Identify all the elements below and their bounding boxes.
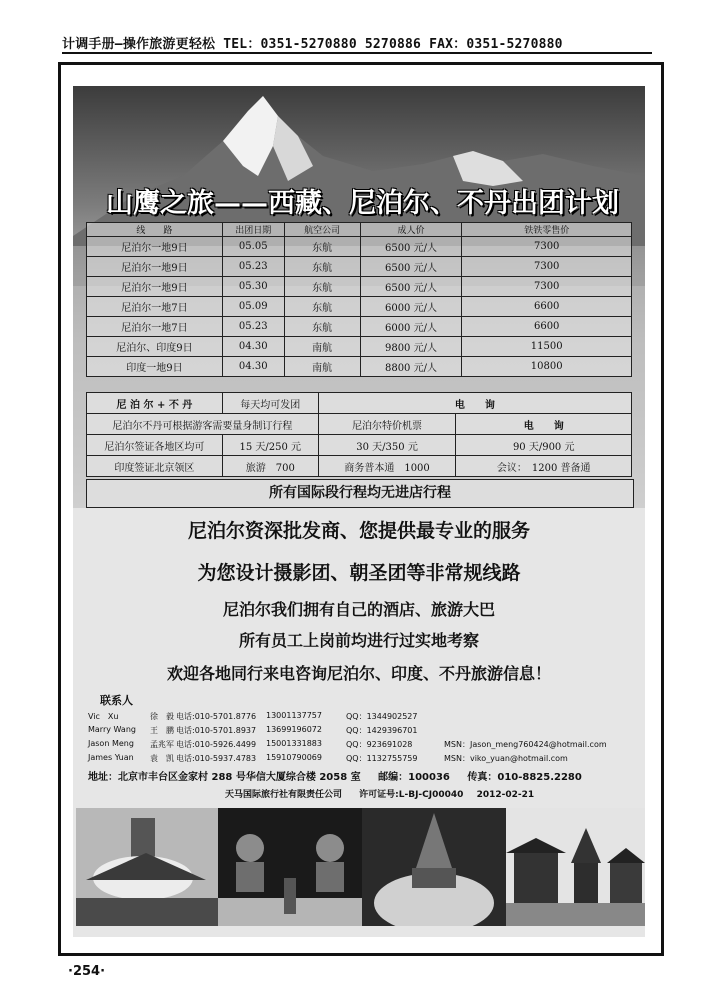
contact-tel: 电话:010-5701.8937 [176,726,257,735]
contact-en-name: Jason Meng [88,739,134,748]
page-header: 计调手册—操作旅游更轻松 TEL：0351-5270880 5270886 FAX：0351-5270880 [62,37,563,52]
header-rule [62,52,652,54]
stupa-photo [76,808,218,926]
table-row [87,297,632,317]
retail-cell: 7300 [462,257,632,277]
table-row [87,237,632,257]
route-cell: 印度一地9日 [87,357,223,377]
publish-date: 2012-02-21 [476,790,535,800]
table-row [87,317,632,337]
contact-qq: QQ：1429396701 [346,726,418,735]
airline-cell: 南航 [284,357,360,377]
contact-qq: QQ：1132755759 [346,754,418,763]
contact-mobile: 15001331883 [266,739,322,748]
date-cell: 05.23 [222,317,284,337]
contact-msn: MSN：viko_yuan@hotmail.com [444,754,568,763]
route-cell: 尼泊尔、印度9日 [87,337,223,357]
contact-cn-name: 袁 凯 [150,754,174,763]
retail-cell: 6600 [462,317,632,337]
ticket-label: 尼泊尔特价机票 [318,414,456,435]
airline-cell: 东航 [284,317,360,337]
temple-dome-photo [362,808,506,926]
custom-itinerary-label: 尼泊尔不丹可根据游客需要量身制订行程 [87,414,319,435]
date-cell: 05.23 [222,257,284,277]
pagoda-square-photo [506,808,645,926]
india-visa-label: 印度签证北京领区 [87,456,223,477]
india-tourism: 旅游 700 [222,456,318,477]
price-cell: 8800 元/人 [360,357,462,377]
table-row [87,277,632,297]
promo-line: 所有员工上岗前均进行过实地考察 [238,631,479,650]
contact-mobile: 13699196072 [266,725,322,734]
contact-en-name: James Yuan [88,753,134,762]
airline-cell: 东航 [284,257,360,277]
table-row [87,337,632,357]
date-cell: 04.30 [222,337,284,357]
price-cell: 6500 元/人 [360,257,462,277]
visa-90: 90 天/900 元 [456,435,632,456]
company-name: 天马国际旅行社有限责任公司 [225,790,343,800]
contact-tel: 电话:010-5937.4783 [176,754,257,763]
visa-30: 30 天/350 元 [318,435,456,456]
airline-cell: 东航 [284,297,360,317]
airline-cell: 东航 [284,277,360,297]
retail-cell: 7300 [462,277,632,297]
retail-cell: 6600 [462,297,632,317]
bhutan-label: 尼 泊 尔 + 不 丹 [87,393,223,414]
airline-cell: 东航 [284,237,360,257]
table-row [87,435,632,456]
col-header-date: 出团日期 [222,223,284,237]
contact-mobile: 15910790069 [266,753,322,762]
retail-cell: 11500 [462,337,632,357]
india-business: 商务普本通 1000 [318,456,456,477]
airline-cell: 南航 [284,337,360,357]
contact-cn-name: 王 鹏 [150,726,174,735]
visa-15: 15 天/250 元 [222,435,318,456]
date-cell: 05.05 [222,237,284,257]
table-row [87,257,632,277]
guardian-statues-photo [218,808,362,926]
promo-line: 尼泊尔我们拥有自己的酒店、旅游大巴 [222,600,495,619]
promo-line: 欢迎各地同行来电咨询尼泊尔、印度、不丹旅游信息！ [166,664,551,683]
contacts-heading: 联系人 [100,694,133,707]
address-line [88,768,582,783]
bhutan-note: 每天均可发团 [222,393,318,414]
table-row [87,414,632,435]
retail-cell: 10800 [462,357,632,377]
pagoda-illustration [506,808,645,926]
col-header-airline: 航空公司 [284,223,360,237]
contact-cn-name: 孟兆军 [150,740,174,749]
bhutan-call: 电 询 [318,393,631,414]
services-table [86,392,632,477]
table-row [87,456,632,477]
visa-label: 尼泊尔签证各地区均可 [87,435,223,456]
fax: 传真：010-8825.2280 [467,772,582,783]
date-cell: 05.09 [222,297,284,317]
price-cell: 6500 元/人 [360,277,462,297]
contact-qq: QQ：923691028 [346,740,413,749]
promo-line: 为您设计摄影团、朝圣团等非常规线路 [197,562,521,584]
table-row [87,393,632,414]
contact-qq: QQ：1344902527 [346,712,418,721]
contact-cn-name: 徐 毅 [150,712,174,721]
date-cell: 05.30 [222,277,284,297]
col-header-route: 线 路 [87,223,223,237]
table-header-row [87,223,632,237]
price-cell: 6500 元/人 [360,237,462,257]
postcode: 邮编：100036 [378,772,450,783]
license-number: 许可证号:L-BJ-CJ00040 [359,790,464,800]
statues-illustration [218,808,362,926]
date-cell: 04.30 [222,357,284,377]
stupa-illustration [76,808,218,926]
col-header-retail-price: 铁铁零售价 [462,223,632,237]
route-cell: 尼泊尔一地9日 [87,257,223,277]
contact-mobile: 13001137757 [266,711,322,720]
route-cell: 尼泊尔一地9日 [87,237,223,257]
col-header-adult-price: 成人价 [360,223,462,237]
price-cell: 9800 元/人 [360,337,462,357]
contact-msn: MSN：Jason_meng760424@hotmail.com [444,740,607,749]
route-cell: 尼泊尔一地7日 [87,297,223,317]
route-cell: 尼泊尔一地9日 [87,277,223,297]
contact-en-name: Vic Xu [88,712,119,721]
route-cell: 尼泊尔一地7日 [87,317,223,337]
retail-cell: 7300 [462,237,632,257]
india-conference: 会议： 1200 普备通 [456,456,632,477]
address: 地址：北京市丰台区金家村 288 号华信大厦综合楼 2058 室 [88,772,361,783]
contact-tel: 电话:010-5926.4499 [176,740,257,749]
no-shopping-notice: 所有国际段行程均无进店行程 [86,479,634,508]
contact-tel: 电话:010-5701.8776 [176,712,257,721]
dome-illustration [362,808,506,926]
price-cell: 6000 元/人 [360,317,462,337]
ad-title: 山鹰之旅——西藏、尼泊尔、不丹出团计划 [106,188,619,219]
table-row [87,357,632,377]
contact-en-name: Marry Wang [88,725,136,734]
ticket-call: 电 询 [456,414,632,435]
page-number: ·254· [68,964,106,979]
company-line [225,787,534,800]
itinerary-table [86,222,632,377]
price-cell: 6000 元/人 [360,297,462,317]
promo-line: 尼泊尔资深批发商、您提供最专业的服务 [187,520,530,542]
